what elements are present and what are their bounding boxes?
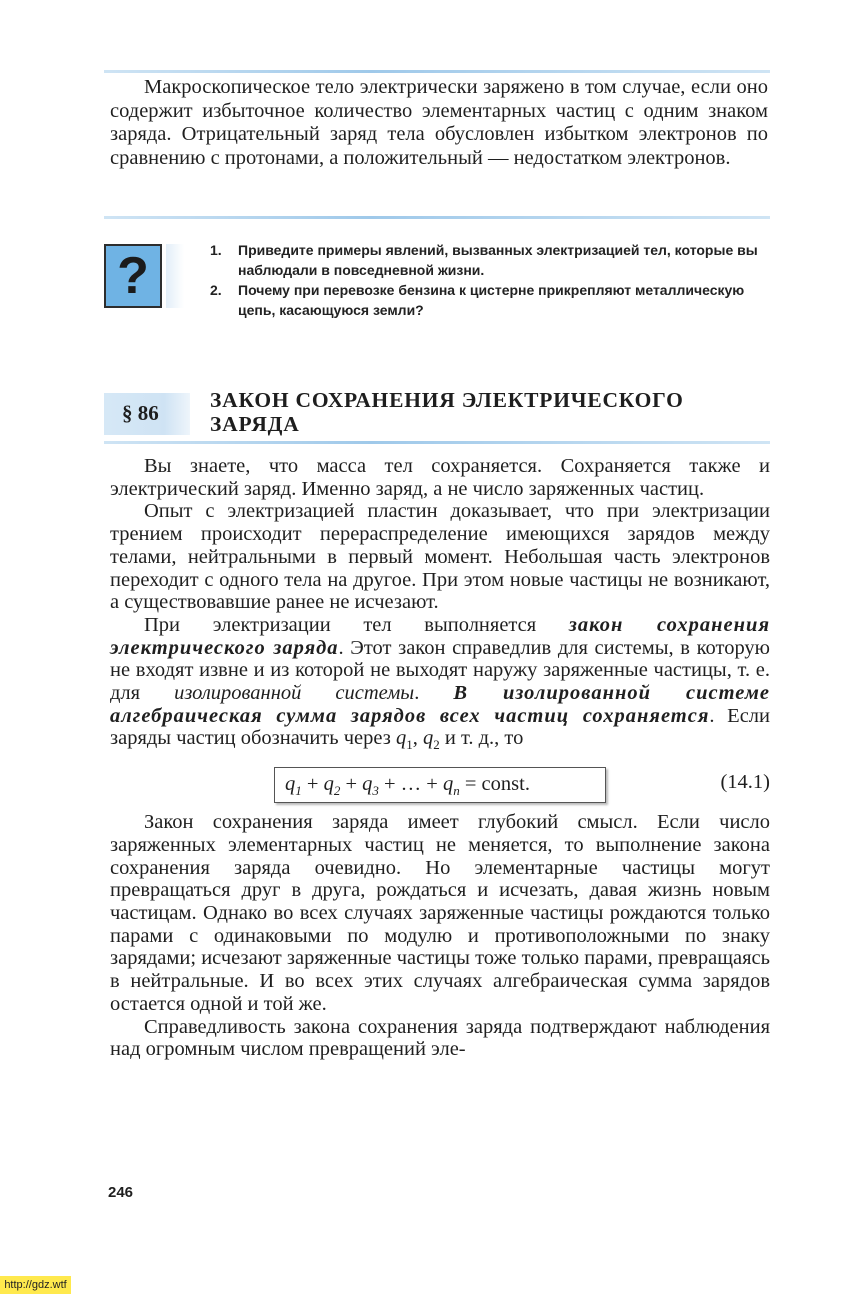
section-number-badge (104, 393, 190, 435)
summary-text: Макроскопическое тело электрически заряжено в том случае, если оно содержит избыточное количество элементарных частиц с одним знаком заряда. Отрицательный заряд тела обусловлен избытком электронов по сравнению с протонами, а положительный — недостатком электронов. (110, 76, 768, 169)
law-statement: В изолированной системе алгебраическая сумма зарядов всех частиц сохраняется (110, 682, 771, 727)
paragraph: Закон сохранения заряда имеет глубокий смысл. Если число заряженных элементарных частиц не меняется, то выполнение закона сохранения заряда очевидно. Но элементарные частицы могут превращаться друг в друга, рождаться и исчезать, давая жизнь новым частицам. Однако во всех случаях заряженные частицы рождаются только парами с одинаковыми по модулю и противоположными по знаку зарядами; исчезают заряженные частицы тоже только парами, превращаясь в нейтральные. И во всех этих случаях алгебраическая сумма зарядов остается одной и той же. (110, 811, 770, 1015)
paragraph-law: При электризации тел выполняется закон сохранения электрического заряда. Этот закон справедлив для системы, в которую не входят извне и из которой не выходят наружу заряженные частицы, т. е. для изолированной системы. В изолированной системе алгебраическая сумма зарядов всех частиц сохраняется. Если заряды частиц обозначить через $q_1$, $q_2$ и т. д., то (110, 613, 771, 753)
question-item (210, 280, 776, 320)
top-rule (104, 70, 770, 73)
question-text: Приведите примеры явлений, вызванных электризацией тел, которые вы наблюдали в повседневной жизни. (238, 242, 758, 278)
equation-number: (14.1) (720, 771, 770, 794)
paragraph: Справедливость закона сохранения заряда подтверждают наблюдения над огромным числом превращений эле- (110, 1015, 770, 1061)
summary-bottom-rule (104, 216, 770, 219)
question-number: 2. (210, 282, 222, 298)
section-body (110, 455, 770, 1061)
paragraph: Опыт с электризацией пластин доказывает, что при электризации трением происходит перераспределение имеющихся зарядов между телами, нейтральными в первый момент. Небольшая часть электронов переходит с одного тела на другое. При этом новые частицы не возникают, а существовавшие ранее не исчезают. (110, 500, 770, 614)
question-item (210, 240, 776, 280)
review-questions (210, 240, 776, 320)
question-icon-shadow (166, 244, 184, 308)
heading-rule (104, 441, 770, 444)
isolated-system-term: изолированной системы (174, 682, 415, 705)
page-number: 246 (108, 1184, 134, 1201)
formula-row (110, 757, 770, 811)
watermark-link[interactable]: http://gdz.wtf (0, 1276, 71, 1294)
question-text: Почему при перевозке бензина к цистерне прикрепляют металлическую цепь, касающуюся земли? (238, 282, 745, 318)
section-title: ЗАКОН СОХРАНЕНИЯ ЭЛЕКТРИЧЕСКОГО ЗАРЯДА (210, 388, 684, 436)
summary-box (110, 76, 768, 170)
paragraph: Вы знаете, что масса тел сохраняется. Сохраняется также и электрический заряд. Именно заряд, а не число заряженных частиц. (110, 455, 770, 500)
law-term: закон сохранения электрического заряда (110, 613, 770, 659)
charge-conservation-formula: $q_1 + q_2 + q_3$ + … + $q_n$ = const. (274, 767, 606, 803)
question-mark-icon: ? (104, 244, 162, 308)
section-number: § 86 (122, 401, 159, 425)
question-number: 1. (210, 242, 222, 258)
